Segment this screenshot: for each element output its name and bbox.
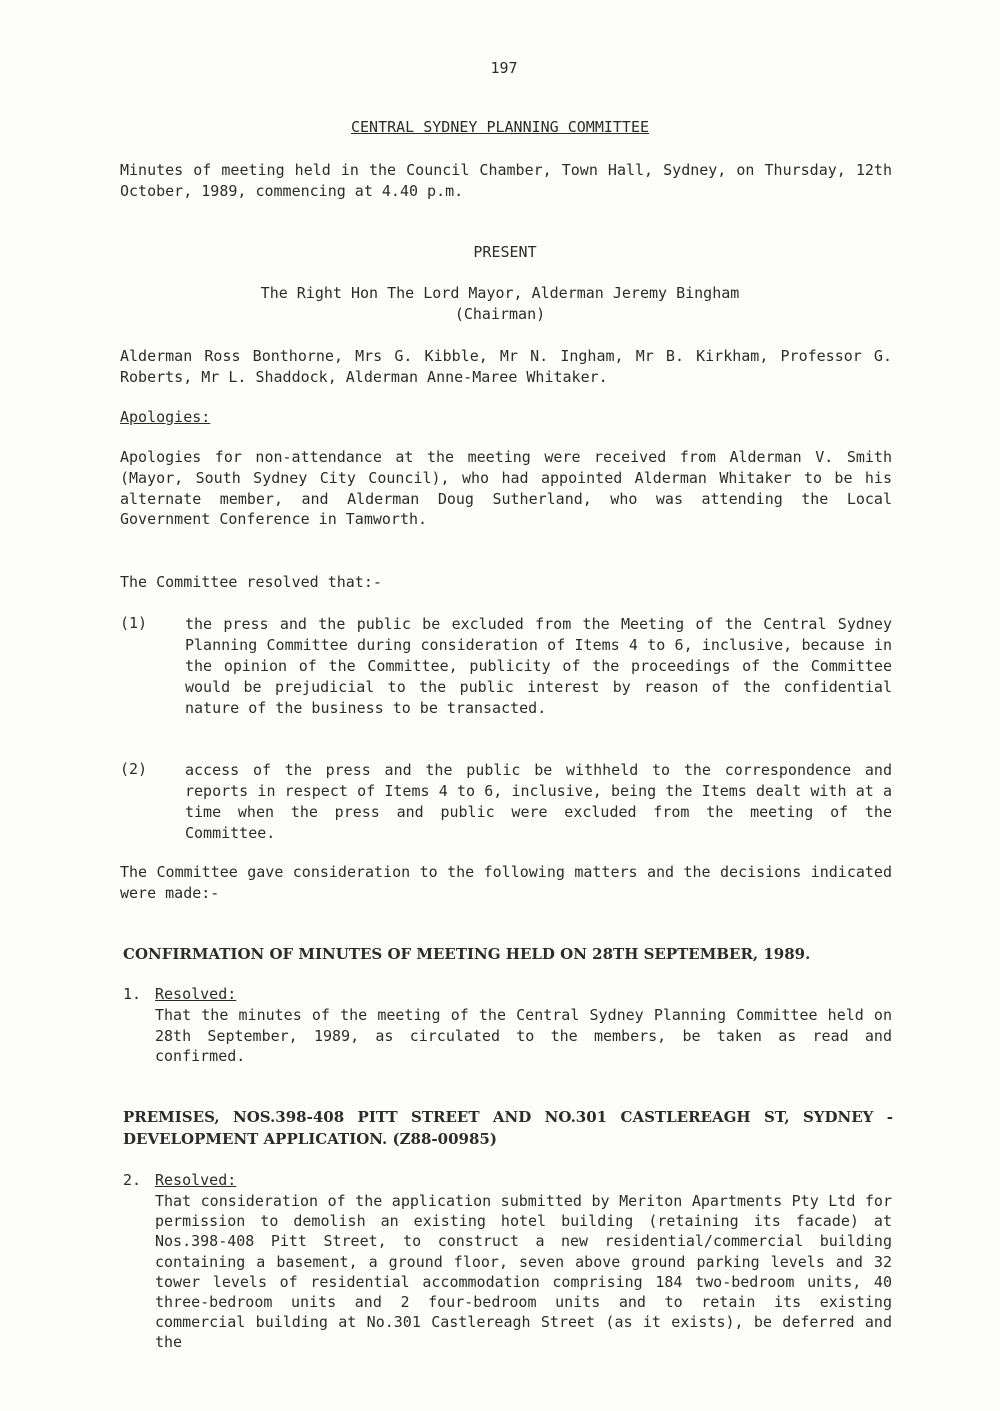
resolution-text: the press and the public be excluded from the Meeting of the Central Sydney Planning Committee during consideration of Items 4 to 6, inclusive, because in the opinion of the Committee, publicity of the proceedings of the Committee would be prejudicial to the public interest by reason of the confidential nature of the business to be transacted. [185, 615, 892, 717]
resolution-number: (2) [120, 760, 148, 778]
meeting-intro: Minutes of meeting held in the Council Chamber, Town Hall, Sydney, on Thursday, 12th October, 1989, commencing at 4.40 p.m. [120, 161, 892, 200]
item2-heading: PREMISES, NOS.398-408 PITT STREET AND NO.301 CASTLEREAGH ST, SYDNEY - DEVELOPMENT APPLICATION. (Z88-00985) [123, 1108, 893, 1148]
apologies-text: Apologies for non-attendance at the meeting were received from Alderman V. Smith (Mayor, South Sydney City Council), who had appointed Alderman Whitaker to be his alternate member, and Alderman Doug Sutherland, who was attending the Local Government Conference in Tamworth. [120, 448, 892, 529]
apologies-heading: Apologies: [120, 408, 211, 426]
resolved-intro: The Committee resolved that:- [120, 573, 382, 591]
item1-resolved-label: Resolved: [155, 985, 237, 1003]
chair-role: (Chairman) [454, 305, 546, 323]
resolution-number: (1) [120, 614, 148, 632]
item2-number: 2. [123, 1171, 142, 1189]
item2-text: That consideration of the application submitted by Meriton Apartments Pty Ltd for permission to demolish an existing hotel building (retaining its facade) at Nos.398-408 Pitt Street, to construct a new residential/commercial building containing a basement, a ground floor, seven above ground parking levels and 32 tower levels of residential accommodation comprising 184 two-bedroom units, 40 three-bedroom units and 2 four-bedroom units and to retain its existing commercial building at No.301 Castlereagh Street (as it exists), be deferred and the [155, 1192, 892, 1352]
present-heading: PRESENT [473, 243, 537, 261]
page-number: 197 [490, 59, 518, 77]
item1-number: 1. [123, 985, 142, 1003]
chair-line: The Right Hon The Lord Mayor, Alderman Jeremy Bingham [260, 284, 740, 302]
consideration-text: The Committee gave consideration to the following matters and the decisions indicated were made:- [120, 863, 892, 902]
item1-text: That the minutes of the meeting of the Central Sydney Planning Committee held on 28th September, 1989, as circulated to the members, be taken as read and confirmed. [155, 1006, 892, 1065]
members-list: Alderman Ross Bonthorne, Mrs G. Kibble, Mr N. Ingham, Mr B. Kirkham, Professor G. Roberts, Mr L. Shaddock, Alderman Anne-Maree Whitaker. [120, 347, 892, 386]
committee-title: CENTRAL SYDNEY PLANNING COMMITTEE [350, 118, 649, 136]
resolution-text: access of the press and the public be withheld to the correspondence and reports in respect of Items 4 to 6, inclusive, being the Items dealt with at a time when the press and public were excluded from the meeting of the Committee. [185, 761, 892, 842]
item2-resolved-label: Resolved: [155, 1171, 237, 1189]
item1-heading: CONFIRMATION OF MINUTES OF MEETING HELD ON 28TH SEPTEMBER, 1989. [123, 945, 811, 963]
